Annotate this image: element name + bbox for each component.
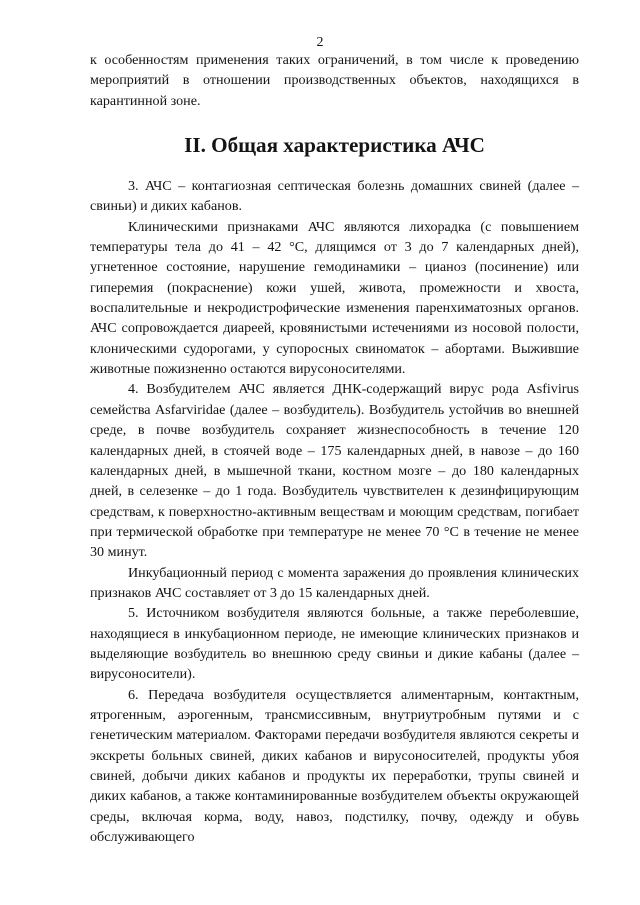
section-heading: II. Общая характеристика АЧС [184, 133, 485, 158]
paragraph-continuation: к особенностям применения таких ограничений, в том числе к проведению мероприятий в отношении производственных объектов, находящихся в карантинной зоне. [90, 52, 579, 109]
paragraph-item-5: 5. Источником возбудителя являются больные, а также переболевшие, находящиеся в инкубационном периоде, не имеющие клинических признаков и выделяющие возбудитель во внешнюю среду свиньи и дикие кабаны (далее – вирусоносители). [90, 605, 579, 683]
document-body [90, 50, 579, 847]
paragraph-item-3: 3. АЧС – контагиозная септическая болезнь домашних свиней (далее – свиньи) и диких кабанов. [90, 178, 579, 215]
paragraph-item-4: 4. Возбудителем АЧС является ДНК-содержащий вирус рода Asfivirus семейства Asfarviridae (далее – возбудитель). Возбудитель устойчив во внешней среде, в почве возбудитель сохраняет жизнеспособность в течение 120 календарных дней, в стоячей воде – 175 календарных дней, в навозе – до 160 календарных дней, в мышечной ткани, костном мозге – до 180 календарных дней, в селезенке – до 1 года. Возбудитель чувствителен к дезинфицирующим средствам, к поверхностно-активным веществам и моющим средствам, погибает при термической обработке при температуре не менее 70 °С в течение не менее 30 минут. [90, 381, 579, 561]
page-number: 2 [316, 35, 324, 50]
paragraph-clinical-signs: Клиническими признаками АЧС являются лихорадка (с повышением температуры тела до 41 – 42 °С, длящимся от 3 до 7 календарных дней), угнетенное состояние, нарушение гемодинамики – цианоз (посинение) или гиперемия (покраснение) кожи ушей, живота, промежности и хвоста, воспалительные и некродистрофические изменения паренхиматозных органов. АЧС сопровождается диареей, кровянистыми истечениями из носовой полости, клоническими судорогами, у супоросных свиноматок – абортами. Выжившие животные пожизненно остаются вирусоносителями. [90, 218, 579, 378]
paragraph-item-6: 6. Передача возбудителя осуществляется алиментарным, контактным, ятрогенным, аэрогенным, трансмиссивным, внутриутробным путями и с генетическим материалом. Факторами передачи возбудителя являются секреты и экскреты больных свиней, диких кабанов и вирусоносителей, продукты убоя свиней, добычи диких кабанов и продукты их переработки, трупы свиней и диких кабанов, а также контаминированные возбудителем объекты окружающей среды, включая корма, воду, навоз, подстилку, почву, одежду и обувь обслуживающего [90, 686, 579, 846]
paragraph-incubation: Инкубационный период с момента заражения до проявления клинических признаков АЧС составляет от 3 до 15 календарных дней. [90, 564, 579, 601]
